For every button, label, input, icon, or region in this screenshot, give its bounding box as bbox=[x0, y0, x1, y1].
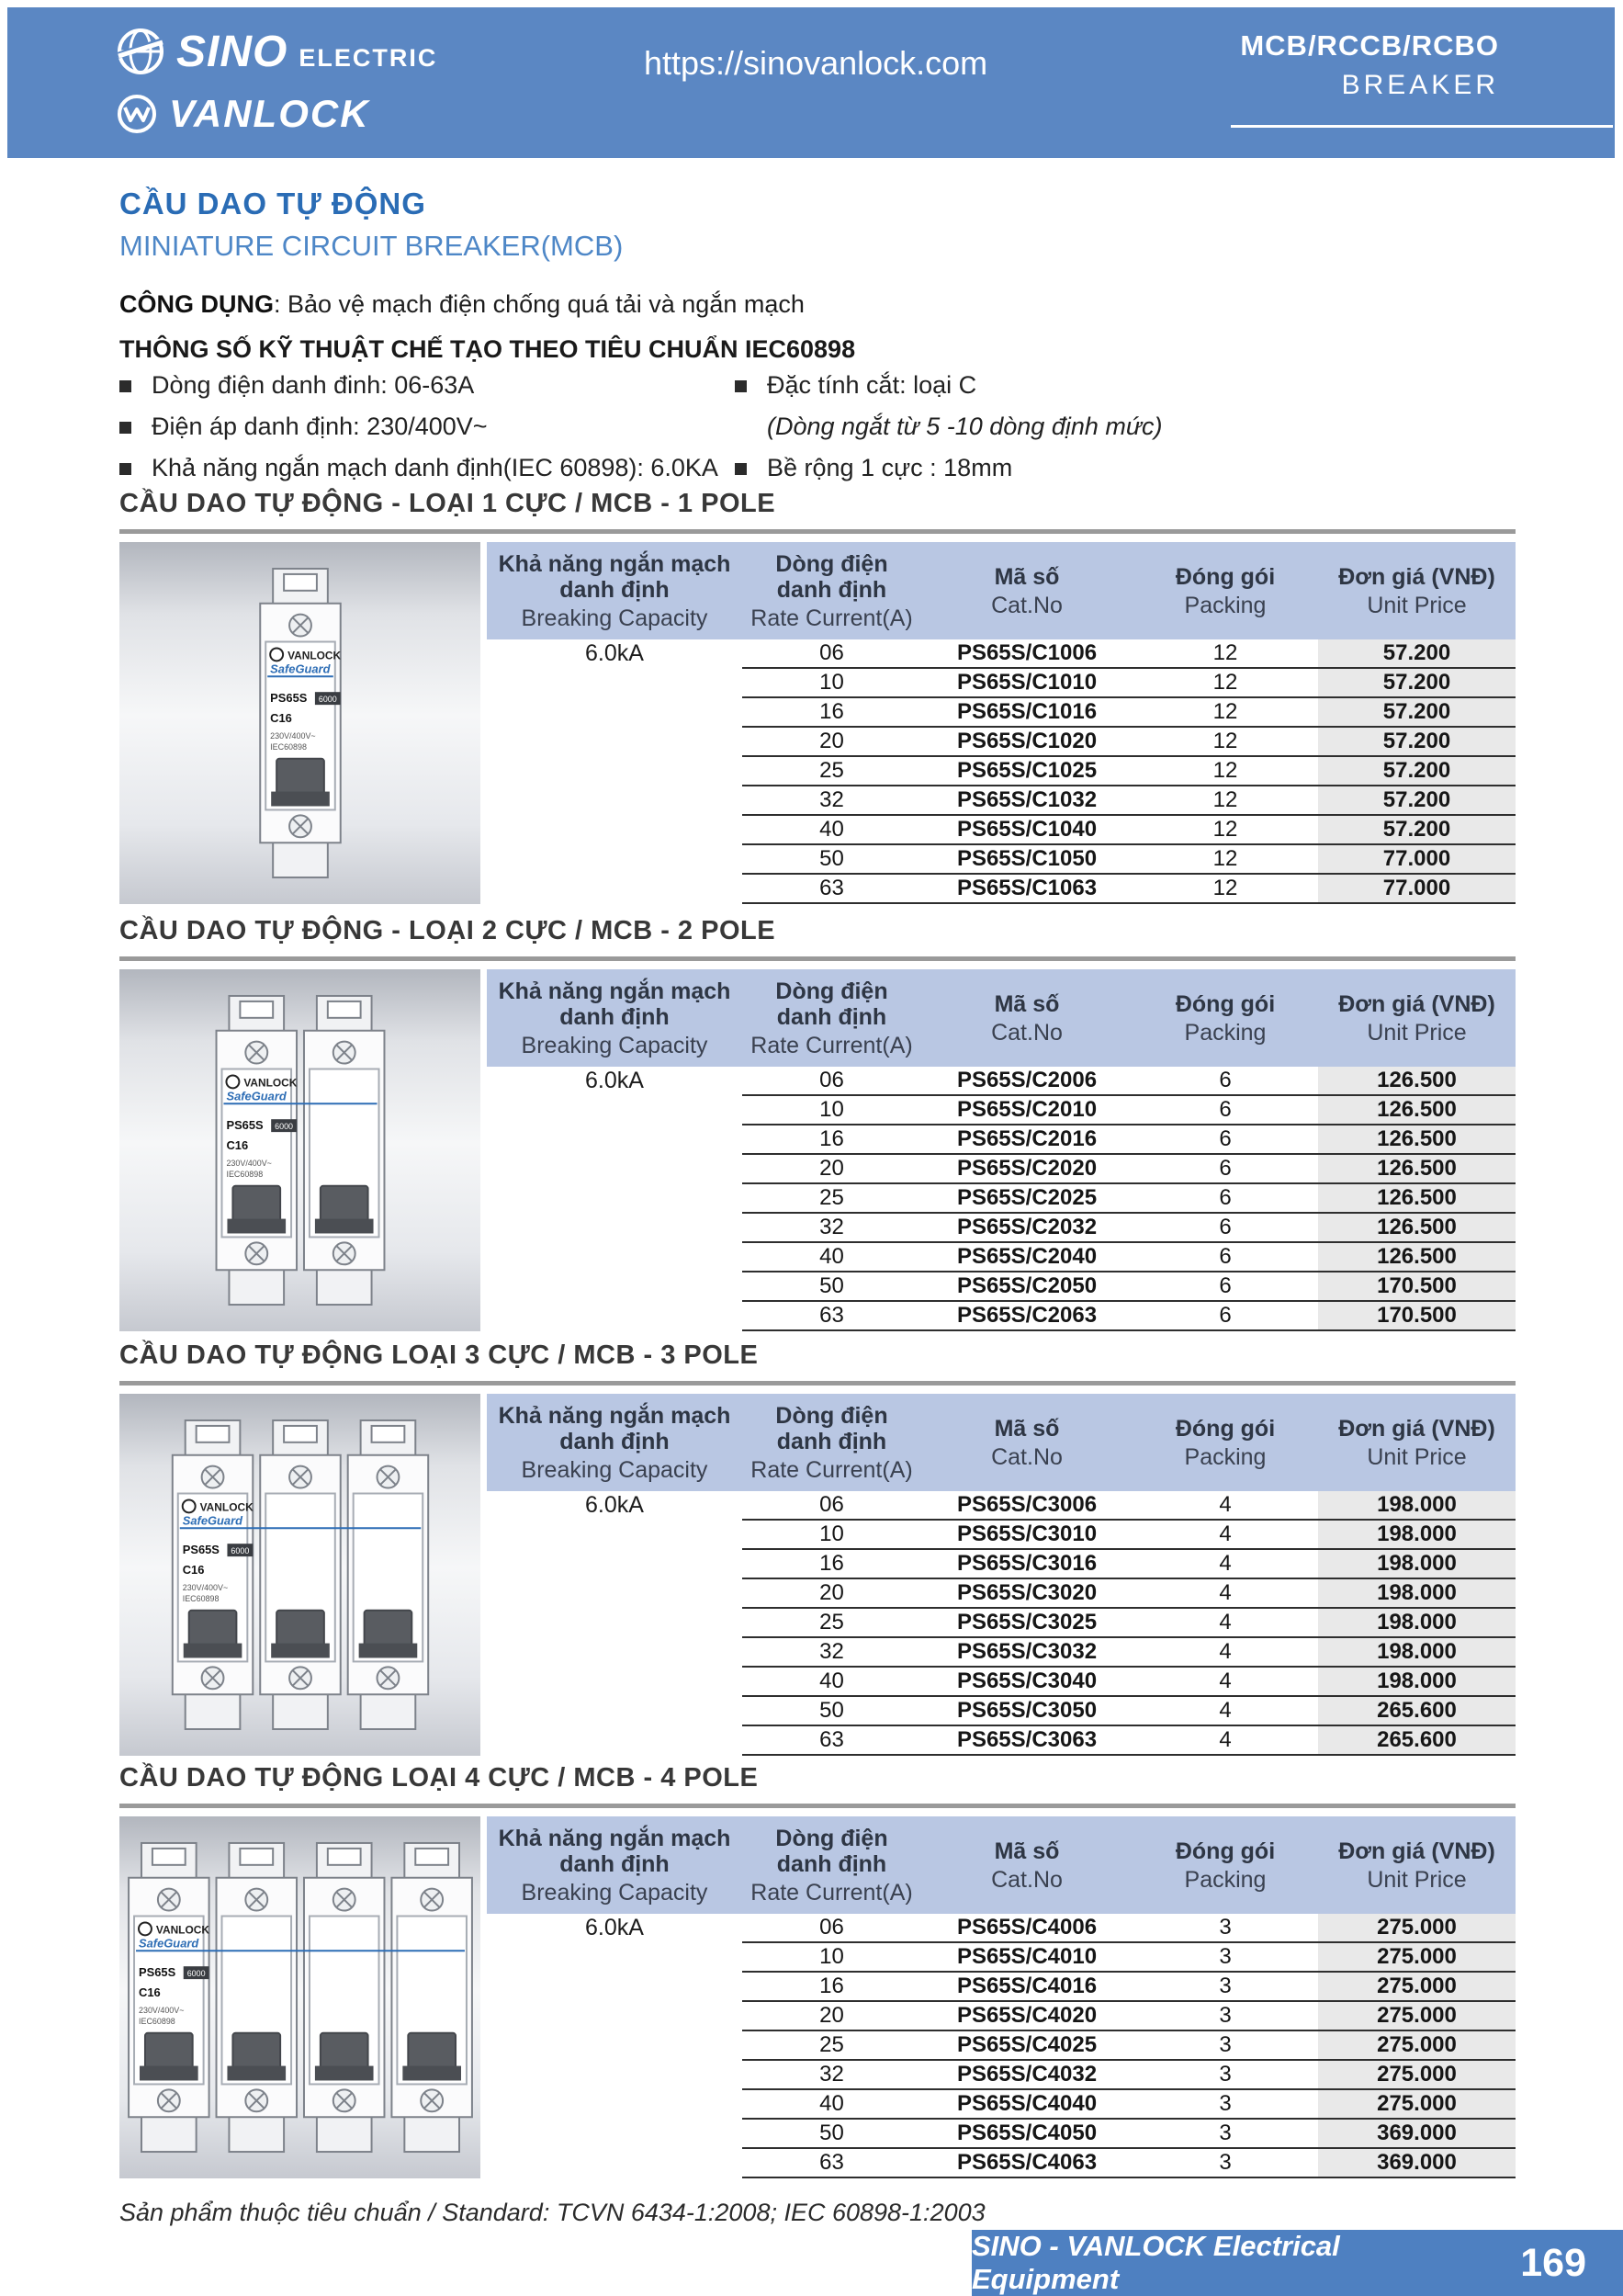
packing-cell: 4 bbox=[1133, 1638, 1318, 1668]
packing-cell: 12 bbox=[1133, 669, 1318, 698]
catno-cell: PS65S/C2016 bbox=[921, 1125, 1133, 1155]
col-unit-price: Đơn giá (VNĐ) Unit Price bbox=[1338, 1415, 1495, 1470]
product-section bbox=[119, 1340, 1516, 1758]
spec-bullet bbox=[119, 371, 474, 400]
table-body bbox=[487, 1491, 1516, 1756]
packing-cell: 6 bbox=[1133, 1155, 1318, 1184]
packing-cell: 3 bbox=[1133, 2061, 1318, 2090]
page-header bbox=[7, 7, 1615, 158]
packing-cell: 3 bbox=[1133, 1914, 1318, 1943]
packing-cell: 6 bbox=[1133, 1214, 1318, 1243]
packing-cell: 6 bbox=[1133, 1184, 1318, 1214]
svg-text:VANLOCK: VANLOCK bbox=[287, 649, 341, 662]
bullet-square-icon bbox=[119, 422, 131, 434]
bullet-square-icon bbox=[735, 463, 747, 475]
packing-cell: 3 bbox=[1133, 2090, 1318, 2120]
catno-cell: PS65S/C3020 bbox=[921, 1579, 1133, 1609]
page-title-en: MINIATURE CIRCUIT BREAKER(MCB) bbox=[119, 230, 624, 262]
section-rule-divider bbox=[119, 956, 1516, 961]
price-cell: 126.500 bbox=[1318, 1214, 1516, 1243]
vanlock-logo-icon bbox=[116, 93, 158, 135]
svg-text:VANLOCK: VANLOCK bbox=[155, 1923, 209, 1937]
rate-current-cell: 25 bbox=[742, 2031, 921, 2061]
svg-text:VANLOCK: VANLOCK bbox=[242, 1076, 297, 1090]
catno-cell: PS65S/C4025 bbox=[921, 2031, 1133, 2061]
price-cell: 275.000 bbox=[1318, 2090, 1516, 2120]
catno-cell: PS65S/C2010 bbox=[921, 1096, 1133, 1125]
bullet-square-icon bbox=[119, 380, 131, 392]
price-table bbox=[487, 1816, 1516, 2178]
svg-text:PS65S: PS65S bbox=[138, 1965, 175, 1980]
rate-current-cell: 40 bbox=[742, 1668, 921, 1697]
price-cell: 198.000 bbox=[1318, 1579, 1516, 1609]
catno-cell: PS65S/C3006 bbox=[921, 1491, 1133, 1521]
rate-current-cell: 06 bbox=[742, 1914, 921, 1943]
price-cell: 198.000 bbox=[1318, 1609, 1516, 1638]
table-header-row bbox=[487, 969, 1516, 1067]
rate-current-cell: 20 bbox=[742, 728, 921, 757]
catno-cell: PS65S/C1020 bbox=[921, 728, 1133, 757]
catno-cell: PS65S/C3016 bbox=[921, 1550, 1133, 1579]
catno-cell: PS65S/C3010 bbox=[921, 1521, 1133, 1550]
packing-cell: 12 bbox=[1133, 639, 1318, 669]
rate-current-cell: 50 bbox=[742, 1272, 921, 1302]
packing-cell: 6 bbox=[1133, 1243, 1318, 1272]
table-header-row bbox=[487, 542, 1516, 639]
catno-cell: PS65S/C2032 bbox=[921, 1214, 1133, 1243]
svg-text:SafeGuard: SafeGuard bbox=[138, 1936, 198, 1951]
standard-note: Sản phẩm thuộc tiêu chuẩn / Standard: TCVN 6434-1:2008; IEC 60898-1:2003 bbox=[119, 2199, 986, 2226]
col-catno: Mã số Cat.No bbox=[991, 1838, 1063, 1893]
col-catno: Mã số Cat.No bbox=[991, 990, 1063, 1046]
col-packing: Đóng gói Packing bbox=[1175, 990, 1276, 1046]
spec-bullet bbox=[119, 413, 488, 441]
page-title-vi: CẦU DAO TỰ ĐỘNG bbox=[119, 187, 426, 221]
price-cell: 265.600 bbox=[1318, 1726, 1516, 1756]
product-image bbox=[119, 969, 480, 1331]
packing-cell: 6 bbox=[1133, 1096, 1318, 1125]
packing-cell: 3 bbox=[1133, 2149, 1318, 2178]
svg-text:PS65S: PS65S bbox=[225, 1118, 264, 1133]
catno-cell: PS65S/C2040 bbox=[921, 1243, 1133, 1272]
svg-text:230V/400V~: 230V/400V~ bbox=[182, 1582, 228, 1592]
price-cell: 57.200 bbox=[1318, 728, 1516, 757]
catno-cell: PS65S/C1025 bbox=[921, 757, 1133, 786]
rate-current-cell: 63 bbox=[742, 2149, 921, 2178]
rate-current-cell: 20 bbox=[742, 2002, 921, 2031]
rate-current-cell: 25 bbox=[742, 757, 921, 786]
price-cell: 57.200 bbox=[1318, 786, 1516, 816]
catno-cell: PS65S/C4010 bbox=[921, 1943, 1133, 1973]
rate-current-cell: 40 bbox=[742, 1243, 921, 1272]
price-cell: 126.500 bbox=[1318, 1243, 1516, 1272]
packing-cell: 6 bbox=[1133, 1302, 1318, 1331]
rate-current-cell: 32 bbox=[742, 786, 921, 816]
rate-current-cell: 16 bbox=[742, 1973, 921, 2002]
packing-cell: 3 bbox=[1133, 2002, 1318, 2031]
category-subtitle: BREAKER bbox=[1341, 70, 1499, 100]
packing-cell: 12 bbox=[1133, 698, 1318, 728]
price-cell: 275.000 bbox=[1318, 1943, 1516, 1973]
mcb-illustration bbox=[212, 990, 389, 1310]
price-cell: 57.200 bbox=[1318, 669, 1516, 698]
product-image bbox=[119, 542, 480, 904]
product-section bbox=[119, 1763, 1516, 2180]
rate-current-cell: 32 bbox=[742, 1638, 921, 1668]
rate-current-cell: 32 bbox=[742, 1214, 921, 1243]
col-catno: Mã số Cat.No bbox=[991, 563, 1063, 618]
catno-cell: PS65S/C4032 bbox=[921, 2061, 1133, 2090]
price-cell: 198.000 bbox=[1318, 1491, 1516, 1521]
price-cell: 57.200 bbox=[1318, 698, 1516, 728]
price-cell: 275.000 bbox=[1318, 2002, 1516, 2031]
svg-text:SafeGuard: SafeGuard bbox=[182, 1513, 242, 1528]
mcb-illustration bbox=[256, 563, 344, 883]
price-cell: 369.000 bbox=[1318, 2149, 1516, 2178]
price-cell: 126.500 bbox=[1318, 1067, 1516, 1096]
price-table bbox=[487, 542, 1516, 904]
catno-cell: PS65S/C2063 bbox=[921, 1302, 1133, 1331]
packing-cell: 4 bbox=[1133, 1697, 1318, 1726]
rate-current-cell: 06 bbox=[742, 1491, 921, 1521]
table-body bbox=[487, 639, 1516, 904]
product-section bbox=[119, 916, 1516, 1333]
packing-cell: 4 bbox=[1133, 1521, 1318, 1550]
catno-cell: PS65S/C2006 bbox=[921, 1067, 1133, 1096]
rate-current-cell: 10 bbox=[742, 669, 921, 698]
catno-cell: PS65S/C1016 bbox=[921, 698, 1133, 728]
price-table bbox=[487, 1394, 1516, 1756]
spec-title: THÔNG SỐ KỸ THUẬT CHẾ TẠO THEO TIÊU CHUẨN IEC60898 bbox=[119, 335, 856, 363]
catno-cell: PS65S/C3050 bbox=[921, 1697, 1133, 1726]
packing-cell: 6 bbox=[1133, 1067, 1318, 1096]
rate-current-cell: 06 bbox=[742, 639, 921, 669]
product-section bbox=[119, 489, 1516, 906]
spec-bullet bbox=[735, 454, 1012, 482]
svg-text:C16: C16 bbox=[269, 711, 292, 726]
rate-current-cell: 10 bbox=[742, 1096, 921, 1125]
svg-text:230V/400V~: 230V/400V~ bbox=[225, 1158, 272, 1168]
catno-cell: PS65S/C1010 bbox=[921, 669, 1133, 698]
svg-text:230V/400V~: 230V/400V~ bbox=[138, 2005, 184, 2015]
svg-text:6000: 6000 bbox=[186, 1969, 206, 1979]
rate-current-cell: 20 bbox=[742, 1155, 921, 1184]
col-catno: Mã số Cat.No bbox=[991, 1415, 1063, 1470]
col-breaking-capacity: Khả năng ngắn mạch danh định Breaking Capacity bbox=[498, 550, 731, 631]
price-cell: 275.000 bbox=[1318, 2061, 1516, 2090]
packing-cell: 4 bbox=[1133, 1550, 1318, 1579]
packing-cell: 12 bbox=[1133, 786, 1318, 816]
brand-vanlock: VANLOCK bbox=[169, 92, 370, 135]
footer-bar bbox=[972, 2230, 1623, 2296]
spec-note: (Dòng ngắt từ 5 -10 dòng định mức) bbox=[767, 413, 1163, 440]
rate-current-cell: 25 bbox=[742, 1609, 921, 1638]
catno-cell: PS65S/C1050 bbox=[921, 845, 1133, 875]
product-image bbox=[119, 1816, 480, 2178]
category-block bbox=[1240, 29, 1499, 101]
table-header-row bbox=[487, 1394, 1516, 1491]
section-title: CẦU DAO TỰ ĐỘNG - LOẠI 2 CỰC / MCB - 2 POLE bbox=[119, 916, 776, 945]
breaking-capacity-cell: 6.0kA bbox=[585, 1915, 644, 1940]
packing-cell: 3 bbox=[1133, 1973, 1318, 2002]
rate-current-cell: 50 bbox=[742, 1697, 921, 1726]
rate-current-cell: 50 bbox=[742, 2120, 921, 2149]
section-rule-divider bbox=[119, 1804, 1516, 1808]
price-cell: 275.000 bbox=[1318, 1973, 1516, 2002]
svg-text:C16: C16 bbox=[225, 1138, 248, 1153]
rate-current-cell: 16 bbox=[742, 1125, 921, 1155]
price-cell: 198.000 bbox=[1318, 1638, 1516, 1668]
col-unit-price: Đơn giá (VNĐ) Unit Price bbox=[1338, 563, 1495, 618]
breaking-capacity-cell: 6.0kA bbox=[585, 640, 644, 666]
packing-cell: 4 bbox=[1133, 1668, 1318, 1697]
catno-cell: PS65S/C2020 bbox=[921, 1155, 1133, 1184]
price-cell: 198.000 bbox=[1318, 1521, 1516, 1550]
svg-text:6000: 6000 bbox=[318, 695, 337, 705]
rate-current-cell: 63 bbox=[742, 875, 921, 904]
svg-text:C16: C16 bbox=[138, 1985, 161, 2000]
svg-text:C16: C16 bbox=[182, 1563, 204, 1578]
usage-text: : Bảo vệ mạch điện chống quá tải và ngắn mạch bbox=[274, 290, 805, 318]
footer-brand-text: SINO - VANLOCK Electrical Equipment bbox=[972, 2230, 1340, 2295]
mcb-illustration bbox=[168, 1415, 433, 1735]
packing-cell: 12 bbox=[1133, 757, 1318, 786]
svg-text:VANLOCK: VANLOCK bbox=[199, 1500, 254, 1514]
product-image bbox=[119, 1394, 480, 1756]
col-unit-price: Đơn giá (VNĐ) Unit Price bbox=[1338, 1838, 1495, 1893]
catno-cell: PS65S/C2025 bbox=[921, 1184, 1133, 1214]
bullet-square-icon bbox=[119, 463, 131, 475]
svg-text:IEC60898: IEC60898 bbox=[225, 1169, 263, 1179]
brand-sino: SINO bbox=[176, 27, 288, 76]
price-cell: 275.000 bbox=[1318, 2031, 1516, 2061]
svg-text:PS65S: PS65S bbox=[269, 691, 307, 706]
rate-current-cell: 50 bbox=[742, 845, 921, 875]
section-title: CẦU DAO TỰ ĐỘNG LOẠI 4 CỰC / MCB - 4 POLE bbox=[119, 1763, 759, 1793]
col-rate-current: Dòng điện danh định Rate Current(A) bbox=[750, 1402, 913, 1483]
rate-current-cell: 20 bbox=[742, 1579, 921, 1609]
packing-cell: 6 bbox=[1133, 1272, 1318, 1302]
price-cell: 265.600 bbox=[1318, 1697, 1516, 1726]
price-cell: 126.500 bbox=[1318, 1125, 1516, 1155]
globe-icon bbox=[116, 27, 165, 76]
svg-text:230V/400V~: 230V/400V~ bbox=[269, 730, 316, 741]
price-cell: 126.500 bbox=[1318, 1155, 1516, 1184]
svg-text:6000: 6000 bbox=[274, 1122, 293, 1132]
rate-current-cell: 25 bbox=[742, 1184, 921, 1214]
catno-cell: PS65S/C1040 bbox=[921, 816, 1133, 845]
catno-cell: PS65S/C1006 bbox=[921, 639, 1133, 669]
col-breaking-capacity: Khả năng ngắn mạch danh định Breaking Capacity bbox=[498, 1825, 731, 1906]
spec-bullet-text: Dòng điện danh đinh: 06-63A bbox=[152, 371, 475, 399]
col-breaking-capacity: Khả năng ngắn mạch danh định Breaking Capacity bbox=[498, 1402, 731, 1483]
col-packing: Đóng gói Packing bbox=[1175, 1415, 1276, 1470]
catno-cell: PS65S/C4020 bbox=[921, 2002, 1133, 2031]
svg-text:SafeGuard: SafeGuard bbox=[269, 662, 330, 676]
table-body bbox=[487, 1914, 1516, 2178]
catno-cell: PS65S/C1063 bbox=[921, 875, 1133, 904]
spec-bullet-text: Đặc tính cắt: loại C bbox=[767, 371, 977, 399]
price-cell: 369.000 bbox=[1318, 2120, 1516, 2149]
price-cell: 77.000 bbox=[1318, 845, 1516, 875]
price-cell: 57.200 bbox=[1318, 639, 1516, 669]
website-url: https://sinovanlock.com bbox=[644, 44, 988, 82]
spec-bullet-text: Bề rộng 1 cực : 18mm bbox=[767, 454, 1013, 481]
catno-cell: PS65S/C4016 bbox=[921, 1973, 1133, 2002]
packing-cell: 4 bbox=[1133, 1579, 1318, 1609]
col-unit-price: Đơn giá (VNĐ) Unit Price bbox=[1338, 990, 1495, 1046]
price-cell: 57.200 bbox=[1318, 757, 1516, 786]
rate-current-cell: 63 bbox=[742, 1302, 921, 1331]
col-rate-current: Dòng điện danh định Rate Current(A) bbox=[750, 550, 913, 631]
category-title: MCB/RCCB/RCBO bbox=[1240, 29, 1499, 62]
rate-current-cell: 10 bbox=[742, 1943, 921, 1973]
packing-cell: 6 bbox=[1133, 1125, 1318, 1155]
rate-current-cell: 06 bbox=[742, 1067, 921, 1096]
catno-cell: PS65S/C3063 bbox=[921, 1726, 1133, 1756]
price-cell: 126.500 bbox=[1318, 1184, 1516, 1214]
packing-cell: 4 bbox=[1133, 1609, 1318, 1638]
spec-bullet bbox=[735, 371, 976, 400]
col-packing: Đóng gói Packing bbox=[1175, 563, 1276, 618]
col-breaking-capacity: Khả năng ngắn mạch danh định Breaking Capacity bbox=[498, 978, 731, 1058]
price-cell: 170.500 bbox=[1318, 1302, 1516, 1331]
price-cell: 198.000 bbox=[1318, 1668, 1516, 1697]
col-rate-current: Dòng điện danh định Rate Current(A) bbox=[750, 1825, 913, 1906]
catno-cell: PS65S/C4006 bbox=[921, 1914, 1133, 1943]
spec-bullet-text: Khả năng ngắn mạch danh định(IEC 60898): 6.0KA bbox=[152, 454, 718, 481]
price-cell: 57.200 bbox=[1318, 816, 1516, 845]
price-cell: 198.000 bbox=[1318, 1550, 1516, 1579]
svg-text:IEC60898: IEC60898 bbox=[269, 741, 307, 752]
usage-label: CÔNG DỤNG bbox=[119, 290, 274, 318]
price-cell: 77.000 bbox=[1318, 875, 1516, 904]
rate-current-cell: 40 bbox=[742, 816, 921, 845]
rate-current-cell: 16 bbox=[742, 1550, 921, 1579]
catno-cell: PS65S/C4063 bbox=[921, 2149, 1133, 2178]
packing-cell: 3 bbox=[1133, 2120, 1318, 2149]
table-body bbox=[487, 1067, 1516, 1331]
price-table bbox=[487, 969, 1516, 1331]
catno-cell: PS65S/C3040 bbox=[921, 1668, 1133, 1697]
col-rate-current: Dòng điện danh định Rate Current(A) bbox=[750, 978, 913, 1058]
price-cell: 126.500 bbox=[1318, 1096, 1516, 1125]
catno-cell: PS65S/C1032 bbox=[921, 786, 1133, 816]
section-rule-divider bbox=[119, 1381, 1516, 1386]
catno-cell: PS65S/C2050 bbox=[921, 1272, 1133, 1302]
table-header-row bbox=[487, 1816, 1516, 1914]
packing-cell: 4 bbox=[1133, 1726, 1318, 1756]
section-title: CẦU DAO TỰ ĐỘNG - LOẠI 1 CỰC / MCB - 1 POLE bbox=[119, 489, 776, 518]
packing-cell: 3 bbox=[1133, 2031, 1318, 2061]
bullet-square-icon bbox=[735, 380, 747, 392]
rate-current-cell: 40 bbox=[742, 2090, 921, 2120]
brand-block bbox=[116, 20, 437, 145]
page-number: 169 bbox=[1520, 2240, 1586, 2285]
svg-text:6000: 6000 bbox=[230, 1546, 249, 1556]
svg-text:PS65S: PS65S bbox=[182, 1543, 220, 1557]
packing-cell: 3 bbox=[1133, 1943, 1318, 1973]
brand-electric: ELECTRIC bbox=[299, 43, 438, 72]
rate-current-cell: 10 bbox=[742, 1521, 921, 1550]
catno-cell: PS65S/C4040 bbox=[921, 2090, 1133, 2120]
section-rule-divider bbox=[119, 529, 1516, 534]
svg-text:SafeGuard: SafeGuard bbox=[225, 1089, 287, 1103]
catno-cell: PS65S/C4050 bbox=[921, 2120, 1133, 2149]
rate-current-cell: 16 bbox=[742, 698, 921, 728]
rate-current-cell: 32 bbox=[742, 2061, 921, 2090]
usage-line bbox=[119, 290, 805, 319]
catno-cell: PS65S/C3032 bbox=[921, 1638, 1133, 1668]
packing-cell: 12 bbox=[1133, 845, 1318, 875]
rate-current-cell: 63 bbox=[742, 1726, 921, 1756]
packing-cell: 12 bbox=[1133, 875, 1318, 904]
spec-bullet-text: Điện áp danh định: 230/400V~ bbox=[152, 413, 488, 440]
svg-text:IEC60898: IEC60898 bbox=[138, 2016, 175, 2026]
spec-bullet bbox=[119, 454, 718, 482]
price-cell: 275.000 bbox=[1318, 1914, 1516, 1943]
catno-cell: PS65S/C3025 bbox=[921, 1609, 1133, 1638]
breaking-capacity-cell: 6.0kA bbox=[585, 1492, 644, 1518]
packing-cell: 12 bbox=[1133, 728, 1318, 757]
price-cell: 170.500 bbox=[1318, 1272, 1516, 1302]
col-packing: Đóng gói Packing bbox=[1175, 1838, 1276, 1893]
mcb-illustration bbox=[124, 1838, 477, 2157]
packing-cell: 12 bbox=[1133, 816, 1318, 845]
section-title: CẦU DAO TỰ ĐỘNG LOẠI 3 CỰC / MCB - 3 POLE bbox=[119, 1340, 759, 1370]
svg-text:IEC60898: IEC60898 bbox=[182, 1593, 220, 1603]
category-underline bbox=[1231, 125, 1613, 128]
breaking-capacity-cell: 6.0kA bbox=[585, 1068, 644, 1093]
packing-cell: 4 bbox=[1133, 1491, 1318, 1521]
